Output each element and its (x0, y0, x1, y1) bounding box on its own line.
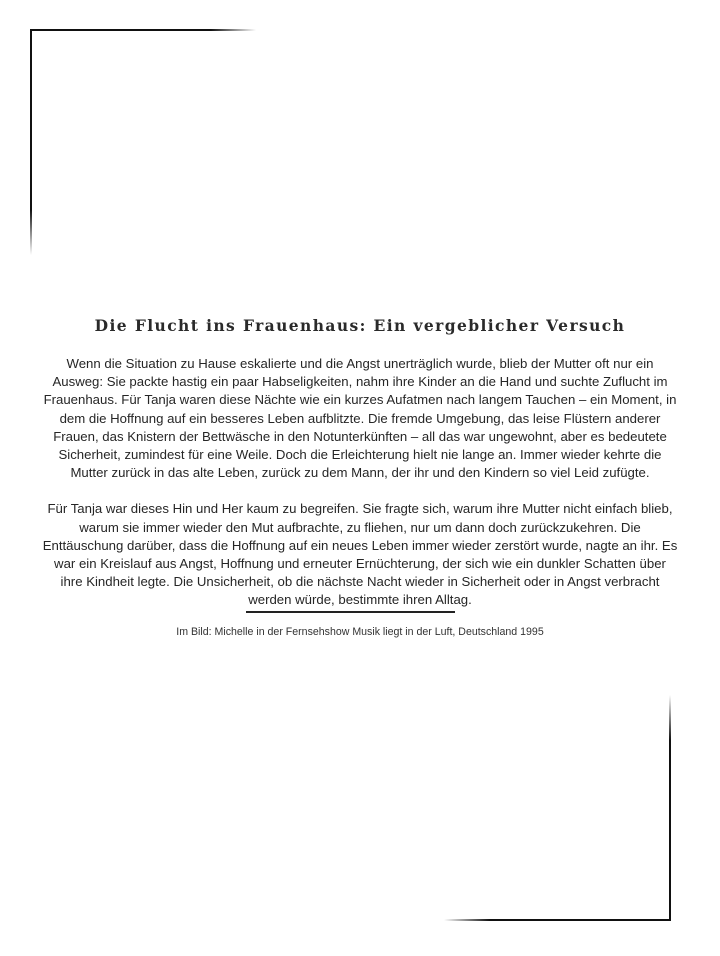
page-title: Die Flucht ins Frauenhaus: Ein vergeblicher Versuch (94, 316, 626, 335)
paragraph-1: Wenn die Situation zu Hause eskalierte und die Angst unerträglich wurde, blieb der Mutter oft nur ein Ausweg: Sie packte hastig ein paar Habseligkeiten, nahm ihre Kinder an die Hand und suchte Zuflucht im Frauenhaus. Für Tanja waren diese Nächte wie ein kurzes Aufatmen nach langem Tauchen – ein Moment, in dem die Hoffnung auf ein besseres Leben aufblitzte. Die fremde Umgebung, das leise Flüstern anderer Frauen, das Knistern der Bettwäsche in den Notunterkünften – all das war ungewohnt, aber es bedeutete Sicherheit, zumindest für eine Weile. Doch die Erleichterung hielt nie lange an. Immer wieder kehrte die Mutter zurück in das alte Leben, zurück zu dem Mann, der ihr und den Kindern so viel Leid zufügte. (43, 356, 677, 481)
image-caption: Im Bild: Michelle in der Fernsehshow Musik liegt in der Luft, Deutschland 1995 (176, 626, 544, 638)
paragraph-2: Für Tanja war dieses Hin und Her kaum zu begreifen. Sie fragte sich, warum ihre Mutter nicht einfach blieb, warum sie immer wieder den Mut aufbrachte, zu fliehen, nur um dann doch zurückzukehren. Die Enttäuschung darüber, dass die Hoffnung auf ein neues Leben immer wieder zerstört wurde, nagte an ihr. Es war ein Kreislauf aus Angst, Hoffnung und erneuter Ernüchterung, der sich wie ein dunkler Schatten über ihre Kindheit legte. Die Unsicherheit, ob die nächste Nacht wieder in Sicherheit oder in Angst verbracht werden würde, bestimmte ihren Alltag. (42, 501, 678, 608)
corner-frame-bottom-right-horizontal (444, 919, 671, 921)
corner-frame-top-left-horizontal (30, 29, 256, 31)
divider-rule (246, 611, 455, 613)
article-body (42, 355, 678, 628)
corner-frame-top-left-vertical (30, 29, 32, 255)
corner-frame-bottom-right-vertical (669, 695, 671, 921)
